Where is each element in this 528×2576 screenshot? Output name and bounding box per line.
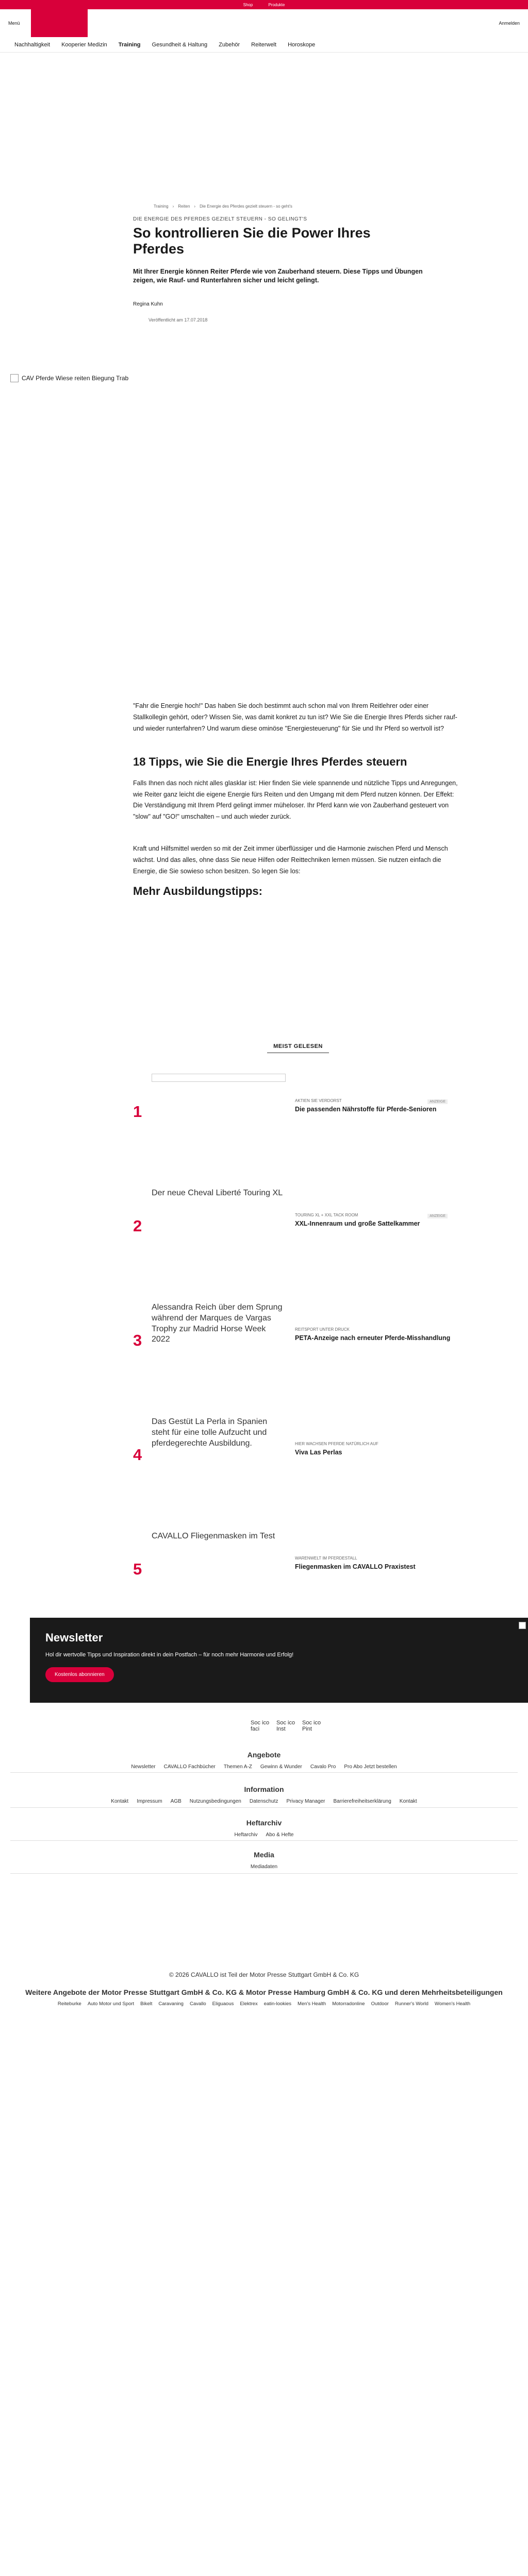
footer-heading: Information xyxy=(244,1785,284,1793)
teaser-image[interactable]: Alessandra Reich über dem Sprung während der Marques de Vargas Trophy zur Madrid Horse Week 2022 xyxy=(152,1303,283,1344)
article-date: Veröffentlicht am 17.07.2018 xyxy=(148,317,208,323)
footer-link[interactable]: Impressum xyxy=(137,1799,162,1804)
facebook-icon[interactable]: Soc ico faci xyxy=(251,1720,270,1733)
breadcrumb-separator: › xyxy=(194,204,196,209)
nav-item-zubehoer[interactable]: Zubehör xyxy=(219,41,240,48)
topbar-shop-link[interactable]: Shop xyxy=(243,2,253,7)
footer-link[interactable]: Pro Abo Jetzt bestellen xyxy=(344,1764,397,1770)
article-body xyxy=(133,701,463,898)
main-nav xyxy=(0,37,528,53)
footer-link[interactable]: Heftarchiv xyxy=(234,1832,258,1838)
rank-number: 3 xyxy=(133,1331,142,1349)
footer-link[interactable]: Datenschutz xyxy=(249,1799,278,1804)
article-kicker: DIE ENERGIE DES PFERDES GEZIELT STEUERN - SO GELINGT'S xyxy=(133,216,307,222)
teaser-title[interactable]: Fliegenmasken im CAVALLO Praxistest xyxy=(295,1563,416,1570)
footer-heftarchiv xyxy=(0,1819,528,1838)
newsletter-box xyxy=(30,1618,528,1703)
newsletter-subscribe-button[interactable]: Kostenlos abonnieren xyxy=(45,1667,114,1682)
footer-media xyxy=(0,1851,528,1870)
newsletter-title: Newsletter xyxy=(45,1631,103,1644)
footer-link[interactable]: AGB xyxy=(170,1799,182,1804)
newsletter-image xyxy=(519,1622,526,1629)
brand-link[interactable]: Outdoor xyxy=(371,2001,389,2007)
footer-copyright xyxy=(0,1971,528,1978)
rank-number: 5 xyxy=(133,1560,142,1578)
footer-link[interactable]: Barrierefreiheitserklärung xyxy=(333,1799,391,1804)
section-heading: Mehr Ausbildungstipps: xyxy=(133,884,262,897)
divider xyxy=(10,1840,518,1841)
footer-link[interactable]: Cavalo Pro xyxy=(310,1764,336,1770)
menu-button[interactable]: Menü xyxy=(8,21,20,26)
footer-link[interactable]: CAVALLO Fachbücher xyxy=(163,1764,216,1770)
footer-link[interactable]: Abo & Hefte xyxy=(266,1832,294,1838)
nav-item-nachhaltigkeit[interactable]: Nachhaltigkeit xyxy=(14,41,51,48)
teaser-kicker: HIER WACHSEN PFERDE NATÜRLICH AUF xyxy=(295,1442,378,1446)
broken-image-icon xyxy=(10,374,19,382)
footer-heading: Heftarchiv xyxy=(246,1819,282,1827)
top-bar xyxy=(0,0,528,9)
article-paragraph: "Fahr die Energie hoch!" Das haben Sie doch bestimmt auch schon mal von Ihrem Reitlehrer oder einer Stallkollegin gehört, oder? Wissen Sie, was damit konkret zu tun ist? Wie Sie die Energie Ihres Pferds sicher rauf- und wieder runterfahren? Und warum diese ominöse "Energiesteuerung" für Sie und Ihr Pferd so wertvoll ist? xyxy=(133,702,457,732)
topbar-products-link[interactable]: Produkte xyxy=(268,2,285,7)
ad-badge: ANZEIGE xyxy=(427,1214,448,1218)
newsletter-text: Hol dir wertvolle Tipps und Inspiration direkt in dein Postfach – für noch mehr Harmonie und Erfolg! xyxy=(45,1652,294,1658)
network-title: Weitere Angebote der Motor Presse Stuttgart GmbH & Co. KG & Motor Presse Hamburg GmbH & Co. KG und deren Mehrheitsbeteiligungen xyxy=(25,1988,503,1996)
article-header xyxy=(133,202,463,323)
section-heading: 18 Tipps, wie Sie die Energie Ihres Pferdes steuern xyxy=(133,755,407,768)
footer-heading: Angebote xyxy=(247,1751,281,1759)
hero-image-alt: CAV Pferde Wiese reiten Biegung Trab xyxy=(22,375,129,382)
teaser-kicker: WARENWELT IM PFERDESTALL xyxy=(295,1556,357,1561)
teaser-image[interactable]: Der neue Cheval Liberté Touring XL xyxy=(152,1189,283,1197)
teaser-title[interactable]: PETA-Anzeige nach erneuter Pferde-Misshandlung xyxy=(295,1334,451,1342)
footer-link[interactable]: Gewinn & Wunder xyxy=(260,1764,302,1770)
list-item[interactable] xyxy=(133,1188,463,1284)
brand-link[interactable]: Women's Health xyxy=(434,2001,471,2007)
rank-number: 1 xyxy=(133,1103,142,1121)
divider xyxy=(10,1873,518,1874)
footer-link[interactable]: Newsletter xyxy=(131,1764,156,1770)
nav-item-reiterwelt[interactable]: Reiterwelt xyxy=(251,41,277,48)
brand-link[interactable]: Elektrex xyxy=(240,2001,258,2007)
site-logo[interactable] xyxy=(31,9,88,37)
list-item[interactable] xyxy=(133,1074,463,1170)
article-paragraph: Falls Ihnen das noch nicht alles glasklar ist: Hier finden Sie viele spannende und nützliche Tipps und Anregungen, wie Reiter ganz leicht die eigene Energie fürs Reiten und den Umgang mit dem Pferd nutzen können. Der Effekt: Die Verständigung mit Ihrem Pferd gelingt immer müheloser. Ihr Pferd kann wie von Zauberhand gesteuert von "slow" auf "GO!" umschalten – und auch wieder zurück. xyxy=(133,779,458,821)
most-read-section xyxy=(133,1043,463,1627)
breadcrumb xyxy=(133,202,463,210)
list-item[interactable] xyxy=(133,1302,463,1398)
footer-heading: Media xyxy=(254,1851,274,1859)
teaser-kicker: REITSPORT UNTER DRUCK xyxy=(295,1327,350,1332)
breadcrumb-item[interactable]: Training xyxy=(154,204,169,209)
hero-image xyxy=(10,374,526,693)
list-item[interactable] xyxy=(133,1531,463,1627)
brand-link[interactable]: Runner's World xyxy=(394,2001,428,2007)
article-author[interactable]: Regina Kuhn xyxy=(133,301,163,307)
social-links xyxy=(251,1720,322,1743)
nav-item-horoskope[interactable]: Horoskope xyxy=(288,41,316,48)
nav-item-gesundheit[interactable]: Gesundheit & Haltung xyxy=(152,41,208,48)
list-item[interactable] xyxy=(133,1417,463,1513)
footer-link[interactable]: Privacy Manager xyxy=(286,1799,325,1804)
footer-link[interactable]: Themen A-Z xyxy=(223,1764,252,1770)
footer-link[interactable]: Kontakt xyxy=(399,1799,417,1804)
footer-link[interactable]: Mediadaten xyxy=(250,1864,278,1870)
nav-item-medizin[interactable]: Kooperier Medizin xyxy=(61,41,107,48)
page-title: So kontrollieren Sie die Power Ihres Pferdes xyxy=(133,225,371,257)
breadcrumb-item[interactable]: Reiten xyxy=(178,204,190,209)
brand-link[interactable]: Caravaning xyxy=(158,2001,184,2007)
login-link[interactable]: Anmelden xyxy=(499,21,520,26)
nav-item-training[interactable]: Training xyxy=(118,41,141,48)
teaser-kicker: AKTIEN SIE VERDORST xyxy=(295,1098,342,1103)
breadcrumb-item: Die Energie des Pferdes gezielt steuern - so geht's xyxy=(200,204,292,209)
teaser-title[interactable]: Viva Las Perlas xyxy=(295,1449,342,1456)
teaser-title[interactable]: Die passenden Nährstoffe für Pferde-Senioren xyxy=(295,1106,437,1113)
footer-link[interactable]: Kontakt xyxy=(111,1799,129,1804)
brand-link[interactable]: Reiteburke xyxy=(57,2001,81,2007)
most-read-title: MEIST GELESEN xyxy=(267,1043,329,1053)
rank-number: 2 xyxy=(133,1217,142,1235)
teaser-kicker: TOURING XL + XXL TACK ROOM xyxy=(295,1213,358,1217)
rank-number: 4 xyxy=(133,1446,142,1464)
teaser-image[interactable]: Das Gestüt La Perla in Spanien steht für eine tolle Aufzucht und pferdegerechte Ausbildung. xyxy=(152,1417,268,1448)
brand-link[interactable]: eatin-lookies xyxy=(263,2001,292,2007)
pinterest-icon[interactable]: Soc ico Pint xyxy=(302,1720,321,1733)
teaser-image[interactable]: CAVALLO Fliegenmasken im Test xyxy=(152,1532,275,1540)
teaser-image[interactable] xyxy=(152,1074,286,1082)
teaser-title[interactable]: XXL-Innenraum und große Sattelkammer xyxy=(295,1220,420,1227)
article-lead: Mit Ihrer Energie können Reiter Pferde wie von Zauberhand steuern. Diese Tipps und Übungen zeigen, wie Rauf- und Runterfahren sicher und leicht gelingt. xyxy=(133,268,423,284)
divider xyxy=(10,1807,518,1808)
brand-link[interactable]: Eliguaous xyxy=(212,2001,234,2007)
brand-link[interactable]: Cavallo xyxy=(189,2001,206,2007)
copyright-text: © 2026 CAVALLO ist Teil der Motor Presse Stuttgart GmbH & Co. KG xyxy=(169,1971,359,1978)
footer-motorpresse xyxy=(0,1988,528,2007)
divider xyxy=(10,1772,518,1773)
breadcrumb-separator: › xyxy=(172,204,174,209)
ad-badge: ANZEIGE xyxy=(427,1099,448,1104)
site-header xyxy=(0,9,528,37)
footer-information xyxy=(0,1785,528,1804)
brand-link[interactable]: Bikelt xyxy=(140,2001,153,2007)
brand-link[interactable]: Men's Health xyxy=(298,2001,326,2007)
ad-placeholder xyxy=(0,53,528,202)
article-paragraph: Kraft und Hilfsmittel werden so mit der Zeit immer überflüssiger und die Harmonie zwischen Pferd und Mensch wächst. Und das alles, ohne dass Sie neue Hilfen oder Reittechniken lernen müssen. Sie nutzen einfach die Energie, die Sie sowieso schon besitzen. So legen Sie los: xyxy=(133,845,448,875)
brand-link[interactable]: Auto Motor und Sport xyxy=(87,2001,135,2007)
footer-link[interactable]: Nutzungsbedingungen xyxy=(189,1799,241,1804)
brand-link[interactable]: Motorradonline xyxy=(332,2001,365,2007)
instagram-icon[interactable]: Soc ico Inst xyxy=(276,1720,295,1733)
footer-angebote xyxy=(0,1751,528,1770)
